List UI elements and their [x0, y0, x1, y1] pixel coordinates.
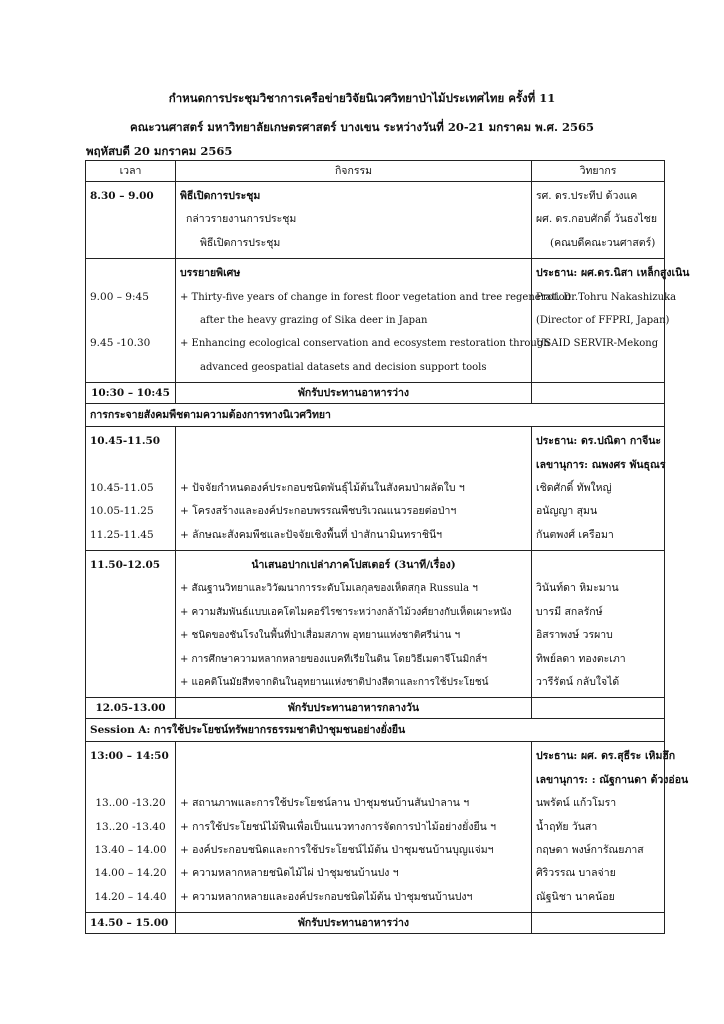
poster-speaker: วารีรัตน์ กลับใจได้ — [536, 676, 620, 689]
poster-topic: + สัณฐานวิทยาและวิวัฒนาการระดับโมเลกุลของเห็ดสกุล Russula ฯ — [180, 583, 478, 595]
schedule-table — [85, 160, 690, 934]
talk-speaker: อนัญญา สุมน — [536, 505, 598, 518]
session-time: 13:00 – 14:50 — [90, 750, 169, 763]
session-row — [86, 742, 665, 913]
keynote-row — [86, 259, 665, 383]
document-title: กำหนดการประชุมวิชาการเครือข่ายวิจัยนิเวศวิทยาป่าไม้ประเทศไทย ครั้งที่ 11 — [168, 91, 556, 105]
poster-speaker: ทิพย์ลดา ทองตะเภา — [536, 652, 626, 665]
header-activity: กิจกรรม — [176, 161, 532, 182]
keynote-chair: ประธาน: ผศ.ดร.นิสา เหล็กสูงเนิน — [536, 267, 690, 280]
opening-row — [86, 182, 665, 259]
section-header — [86, 404, 665, 427]
session-chair: ประธาน: ผศ. ดร.สุธีระ เหิมฮึก — [536, 750, 676, 763]
talk-time: 11.25-11.45 — [90, 528, 154, 541]
break-row — [86, 383, 665, 404]
talk-time: 14.00 – 14.20 — [94, 867, 167, 880]
talk-speaker: เชิดศักดิ์ ทัพใหญ่ — [536, 481, 612, 494]
section-title: การกระจายสังคมพืชตามความต้องการทางนิเวศวิทยา — [86, 404, 665, 427]
talk-speaker: กันตพงศ์ เครือมา — [536, 528, 614, 541]
keynote-talk: + Thirty-five years of change in forest floor vegetation and tree regeneration — [180, 291, 572, 303]
talk-speaker: นพรัตน์ แก้วโมรา — [536, 797, 617, 810]
talk-time: 13..20 -13.40 — [95, 820, 166, 833]
talk-speaker: กฤษดา พงษ์การัณยภาส — [536, 843, 644, 856]
document-subtitle: คณะวนศาสตร์ มหาวิทยาลัยเกษตรศาสตร์ บางเขน ระหว่างวันที่ 20-21 มกราคม พ.ศ. 2565 — [130, 120, 594, 134]
section-secretary: เลขานุการ: ณพงศร พันธุณร — [536, 458, 666, 471]
keynote-talk: + Enhancing ecological conservation and ecosystem restoration through — [180, 338, 550, 350]
keynote-speaker-role: (Director of FFPRI, Japan) — [536, 314, 670, 326]
keynote-talk: after the heavy grazing of Sika deer in Japan — [200, 314, 428, 326]
talk-topic: + โครงสร้างและองค์ประกอบพรรณพืชบริเวณแนวรอยต่อป่าฯ — [180, 505, 457, 518]
header-time: เวลา — [86, 161, 176, 182]
talk-time: 13.40 – 14.00 — [94, 843, 167, 856]
talk-topic: + ลักษณะสังคมพืชและปัจจัยเชิงพื้นที่ ป่าสักนามินทราชินีฯ — [180, 528, 443, 541]
talk-topic: + ความหลากหลายชนิดไม้ไผ่ ป่าชุมชนบ้านปง ฯ — [180, 867, 399, 880]
talk-speaker: ณัฐนิชา นาคน้อย — [536, 890, 615, 903]
opening-speaker: รศ. ดร.ประทีป ด้วงแค — [536, 190, 638, 202]
talk-speaker: น้ำฤทัย วันสา — [536, 820, 598, 833]
keynote-speaker: Prof. Dr.Tohru Nakashizuka — [536, 291, 677, 303]
talk-time: 14.20 – 14.40 — [94, 890, 167, 903]
break-row — [86, 913, 665, 934]
session-secretary: เลขานุการ: : ณัฐกานดา ด้วงอ่อน — [536, 773, 689, 786]
talk-topic: + ความหลากหลายและองค์ประกอบชนิดไม้ต้น ป่าชุมชนบ้านปงฯ — [180, 890, 473, 903]
break-time: 10:30 – 10:45 — [86, 383, 176, 404]
opening-speaker: ผศ. ดร.กอบศักดิ์ วันธงไชย — [536, 213, 657, 226]
poster-topic: + ชนิดของชันโรงในพื้นที่ป่าเสื่อมสภาพ อุทยานแห่งชาติศรีน่าน ฯ — [180, 630, 461, 642]
keynote-time: 9.45 -10.30 — [90, 337, 151, 350]
talk-speaker: ศิริวรรณ บาลจ่าย — [536, 867, 616, 880]
session-title: Session A: การใช้ประโยชน์ทรัพยากรธรรมชาติป่าชุมชนอย่างยั่งยืน — [86, 719, 665, 742]
poster-topic: + แอคติโนมัยสีทจากดินในอุทยานแห่งชาติปางสีดาและการใช้ประโยชน์ — [180, 677, 489, 689]
opening-item: พิธีเปิดการประชุม — [200, 236, 281, 249]
talk-topic: + การใช้ประโยชน์ไม้ฟืนเพื่อเป็นแนวทางการจัดการป่าไม้อย่างยั่งยืน ฯ — [180, 820, 497, 833]
talk-topic: + ปัจจัยกำหนดองค์ประกอบชนิดพันธุ์ไม้ต้นในสังคมป่าผลัดใบ ฯ — [180, 481, 465, 494]
poster-topic: + ความสัมพันธ์แบบเอคโตไมคอร์ไรซาระหว่างกล้าไม้วงศ์ยางกับเห็ดเผาะหนัง — [180, 606, 512, 618]
keynote-speaker: USAID SERVIR-Mekong — [536, 338, 659, 350]
opening-time: 8.30 – 9.00 — [90, 190, 154, 202]
talk-topic: + องค์ประกอบชนิดและการใช้ประโยชน์ไม้ต้น ป่าชุมชนบ้านบุญแจ่มฯ — [180, 843, 494, 856]
poster-title: นำเสนอปากเปล่าภาคโปสเตอร์ (3นาที/เรื่อง) — [251, 559, 456, 572]
section-time: 10.45-11.50 — [90, 435, 161, 448]
keynote-talk: advanced geospatial datasets and decision support tools — [200, 361, 487, 373]
day-heading: พฤหัสบดี 20 มกราคม 2565 — [86, 144, 233, 158]
talk-time: 10.05-11.25 — [90, 505, 154, 518]
opening-title: พิธีเปิดการประชุม — [180, 190, 261, 202]
lunch-time: 12.05-13.00 — [86, 698, 176, 719]
poster-row — [86, 551, 665, 698]
header-row — [86, 161, 665, 182]
section-row — [86, 427, 665, 551]
keynote-time: 9.00 – 9:45 — [90, 290, 149, 303]
talk-topic: + สถานภาพและการใช้ประโยชน์ลาน ป่าชุมชนบ้านสันป่าลาน ฯ — [180, 797, 470, 810]
keynote-title: บรรยายพิเศษ — [180, 267, 241, 280]
opening-speaker-role: (คณบดีคณะวนศาสตร์) — [550, 236, 656, 249]
lunch-label: พักรับประทานอาหารกลางวัน — [176, 698, 532, 719]
break-label: พักรับประทานอาหารว่าง — [176, 383, 532, 404]
break-time: 14.50 – 15.00 — [86, 913, 176, 934]
lunch-row — [86, 698, 665, 719]
poster-time: 11.50-12.05 — [90, 559, 161, 572]
opening-item: กล่าวรายงานการประชุม — [186, 213, 297, 226]
header-speaker: วิทยากร — [532, 161, 665, 182]
talk-time: 10.45-11.05 — [90, 481, 154, 494]
poster-topic: + การศึกษาความหลากหลายของแบคทีเรียในดิน โดยวิธีเมตาจีโนมิกส์ฯ — [180, 653, 487, 665]
poster-speaker: วินันท์ดา หิมะมาน — [536, 582, 619, 595]
break-label: พักรับประทานอาหารว่าง — [176, 913, 532, 934]
poster-speaker: บารมี สกลรักษ์ — [536, 605, 603, 618]
poster-speaker: อิสราพงษ์ วรผาบ — [536, 629, 613, 642]
section-chair: ประธาน: ดร.ปณิตา กาจีนะ — [536, 435, 662, 448]
talk-time: 13..00 -13.20 — [95, 797, 166, 810]
session-header — [86, 719, 665, 742]
